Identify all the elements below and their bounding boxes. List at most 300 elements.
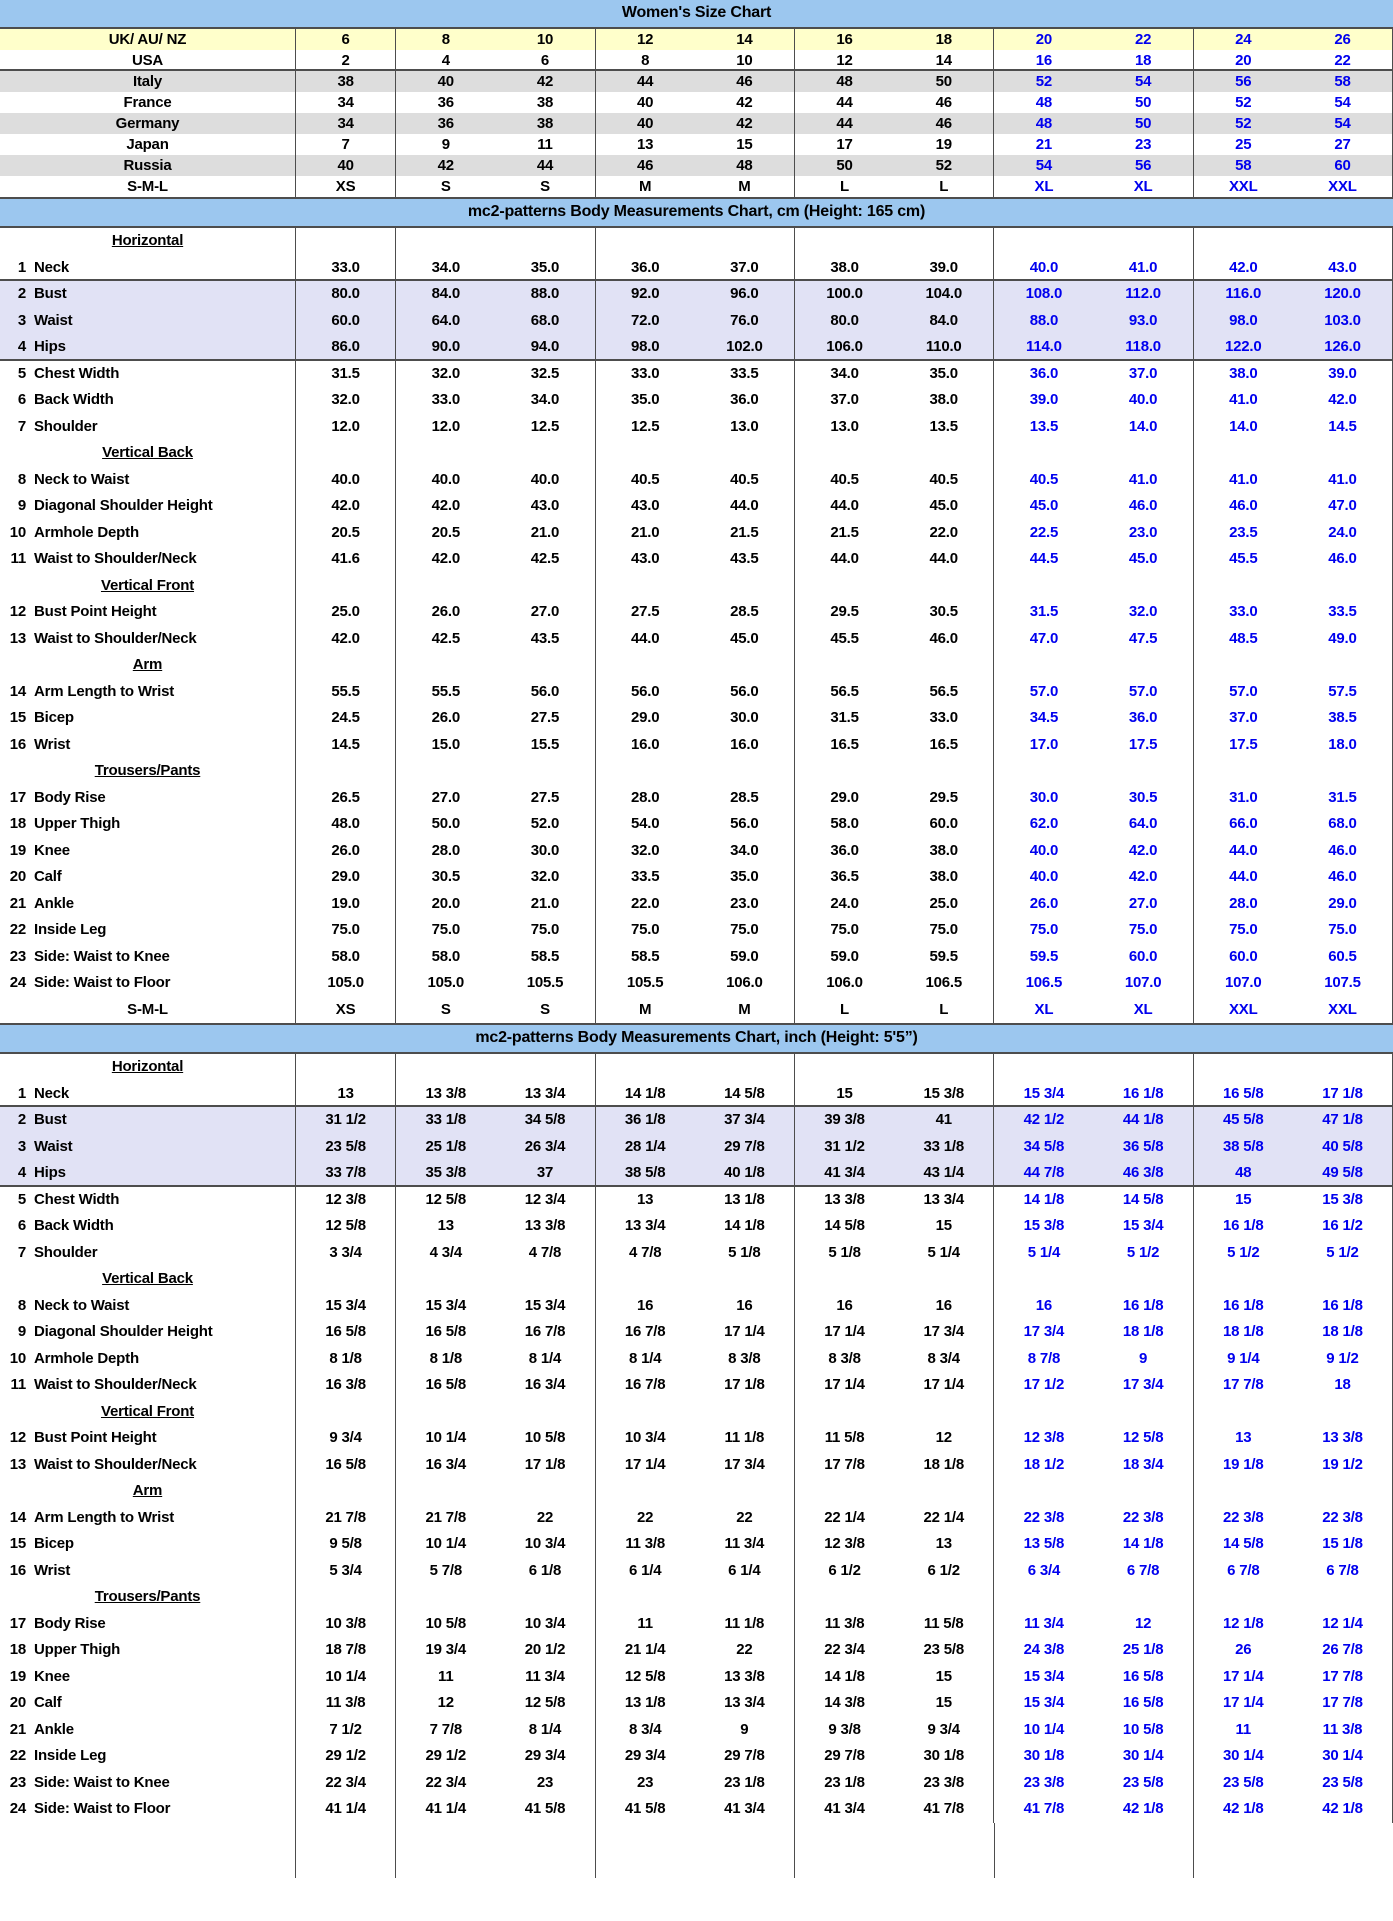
- value-cell: 46.0: [1193, 493, 1293, 520]
- empty-cell: [993, 1399, 1093, 1426]
- empty-cell: [495, 573, 594, 600]
- value-cell: 59.0: [794, 944, 894, 971]
- value-cell: 5 1/8: [728, 1243, 761, 1261]
- size-row-japan: [0, 134, 1393, 155]
- measure-row-ankle: [0, 891, 1393, 918]
- empty-cell: [395, 652, 495, 679]
- row-number: 21: [9, 894, 26, 912]
- value-cell: 41.0: [1293, 467, 1393, 494]
- value-cell: 15 3/4: [295, 1293, 395, 1320]
- value-cell: 19 1/2: [1293, 1452, 1393, 1479]
- row-label-text: Neck to Waist: [34, 470, 130, 488]
- value-cell: 49 5/8: [1293, 1160, 1393, 1185]
- value-cell: 17: [794, 134, 894, 155]
- value-cell: 14 5/8: [1193, 1531, 1293, 1558]
- measure-row-body-rise: [0, 785, 1393, 812]
- row-number: 8: [17, 1296, 26, 1314]
- value-cell: 106.0: [794, 970, 894, 997]
- value-cell: 31.5: [794, 705, 894, 732]
- value-cell: 116.0: [1193, 281, 1293, 308]
- row-number: 19: [9, 1667, 26, 1685]
- empty-cell: [1293, 758, 1393, 785]
- value-cell: 50: [1134, 94, 1152, 111]
- row-label: [0, 705, 295, 732]
- value-cell: 41 5/8: [524, 1800, 566, 1817]
- value-cell: 16 5/8: [395, 1319, 495, 1346]
- value-cell: 16 5/8: [1122, 1694, 1164, 1711]
- value-cell: 12.5: [530, 417, 560, 435]
- value-cell: 42.0: [1293, 387, 1393, 414]
- value-cell: 36.0: [794, 838, 894, 865]
- value-cell: XL: [1133, 1000, 1153, 1018]
- value-cell: 30.0: [993, 785, 1093, 812]
- row-label: [0, 1664, 295, 1691]
- value-cell: 20.5: [395, 520, 495, 547]
- value-cell: 56.5: [929, 682, 958, 700]
- row-number: 17: [9, 788, 26, 806]
- value-cell: M: [738, 1000, 751, 1018]
- value-cell: 18 1/8: [923, 1455, 964, 1473]
- measure-row-inside-leg: [0, 1743, 1393, 1770]
- value-cell: 42.0: [295, 626, 395, 653]
- value-cell: 11 3/4: [525, 1667, 565, 1685]
- value-cell: 50: [794, 155, 894, 176]
- value-cell: 59.0: [730, 947, 759, 965]
- value-cell: 56.0: [530, 682, 560, 700]
- value-cell: 11: [1193, 1717, 1293, 1744]
- row-label: [0, 1558, 295, 1585]
- row-label-text: Wrist: [34, 1561, 71, 1579]
- value-cell: 42 1/8: [1122, 1800, 1164, 1817]
- row-label-text: Diagonal Shoulder Height: [34, 497, 213, 514]
- value-cell: 16 1/2: [1293, 1213, 1393, 1240]
- value-cell: 5 7/8: [395, 1558, 495, 1585]
- value-cell: 44: [794, 113, 894, 134]
- value-cell: 12 5/8: [524, 1694, 566, 1711]
- value-cell: 30 1/4: [1293, 1743, 1393, 1770]
- value-cell: 56: [1134, 157, 1152, 174]
- measure-row-calf: [0, 1690, 1393, 1717]
- value-cell: 16 7/8: [595, 1319, 695, 1346]
- row-label: S-M-L: [127, 1000, 168, 1018]
- value-cell: 72.0: [595, 308, 695, 335]
- value-cell: 14 1/8: [993, 1187, 1093, 1214]
- value-cell: 28 1/4: [595, 1134, 695, 1161]
- value-cell: 16 3/4: [395, 1452, 495, 1479]
- value-cell: 11 3/8: [794, 1611, 894, 1638]
- value-cell: 64.0: [395, 308, 495, 335]
- value-cell: 20: [1193, 50, 1293, 69]
- value-cell: 52.0: [530, 815, 560, 832]
- value-cell: 75.0: [295, 917, 395, 944]
- value-cell: 22 1/4: [794, 1505, 894, 1532]
- value-cell: 26.5: [295, 785, 395, 812]
- value-cell: 29 7/8: [724, 1137, 765, 1155]
- empty-cell: [395, 228, 495, 255]
- row-label: [0, 1452, 295, 1479]
- value-cell: 44.0: [730, 497, 759, 514]
- value-cell: 17 7/8: [794, 1452, 894, 1479]
- value-cell: 11: [395, 1664, 495, 1691]
- value-cell: 106.0: [726, 974, 763, 991]
- value-cell: 44.0: [794, 493, 894, 520]
- value-cell: 13: [935, 1535, 952, 1552]
- value-cell: 38 5/8: [595, 1160, 695, 1185]
- measure-row-hips: [0, 1160, 1393, 1187]
- value-cell: 46.0: [1293, 864, 1393, 891]
- value-cell: 50.0: [395, 811, 495, 838]
- row-label: Italy: [132, 73, 162, 90]
- value-cell: 6: [295, 29, 395, 50]
- value-cell: 54: [993, 155, 1093, 176]
- row-label-text: Arm Length to Wrist: [34, 1508, 175, 1526]
- value-cell: 15: [1193, 1187, 1293, 1214]
- measure-row-armhole-depth: [0, 520, 1393, 547]
- value-cell: 11 3/4: [993, 1611, 1093, 1638]
- row-label: [0, 785, 295, 812]
- value-cell: 42 1/8: [1293, 1796, 1393, 1823]
- value-cell: 120.0: [1293, 281, 1393, 308]
- value-cell: 40 1/8: [724, 1164, 765, 1181]
- value-cell: 52: [1193, 92, 1293, 113]
- value-cell: 18: [1293, 1372, 1393, 1399]
- empty-cell: [1193, 1266, 1293, 1293]
- value-cell: 26.0: [395, 599, 495, 626]
- empty-cell: [993, 1584, 1093, 1611]
- value-cell: 22: [595, 1505, 695, 1532]
- measure-row-bust: [0, 281, 1393, 308]
- empty-cell: [794, 440, 894, 467]
- value-cell: 58.0: [395, 944, 495, 971]
- value-cell: 24 3/8: [993, 1637, 1093, 1664]
- subhead-text: Arm: [132, 1482, 163, 1499]
- value-cell: 16 5/8: [395, 1372, 495, 1399]
- value-cell: 23.0: [1128, 523, 1158, 541]
- value-cell: 90.0: [395, 334, 495, 359]
- empty-cell: [695, 1266, 794, 1293]
- value-cell: 27.0: [530, 603, 560, 620]
- empty-cell: [1193, 573, 1293, 600]
- value-cell: 21.5: [730, 523, 759, 541]
- value-cell: 86.0: [295, 334, 395, 359]
- row-label: [0, 1319, 295, 1346]
- subhead-row-vertical-back: [0, 1266, 1393, 1293]
- value-cell: 80.0: [295, 281, 395, 308]
- value-cell: 110.0: [925, 338, 962, 355]
- empty-cell: [794, 1054, 894, 1081]
- row-label-text: Neck: [34, 1084, 70, 1102]
- value-cell: 9: [395, 134, 495, 155]
- subhead-label: [0, 1478, 295, 1505]
- row-label-text: Upper Thigh: [34, 815, 121, 832]
- tail-cell: [695, 1823, 794, 1878]
- size-row-uk-au-nz: [0, 29, 1393, 50]
- value-cell: 13 3/8: [395, 1081, 495, 1106]
- value-cell: 94.0: [530, 338, 560, 355]
- row-label: [0, 838, 295, 865]
- subhead-text: Horizontal: [111, 1058, 184, 1075]
- row-number: 2: [17, 1111, 26, 1128]
- value-cell: 47.0: [1293, 493, 1393, 520]
- value-cell: 8 1/4: [528, 1349, 562, 1367]
- row-label: [0, 546, 295, 573]
- value-cell: 13 1/8: [724, 1190, 765, 1208]
- value-cell: 42.0: [1128, 868, 1158, 885]
- value-cell: 21.0: [530, 894, 560, 912]
- empty-cell: [794, 652, 894, 679]
- value-cell: 32.5: [530, 364, 560, 382]
- empty-cell: [993, 1054, 1093, 1081]
- value-cell: 43.0: [595, 493, 695, 520]
- value-cell: 6 1/8: [528, 1561, 562, 1579]
- value-cell: 45.5: [1193, 546, 1293, 573]
- empty-cell: [495, 1054, 594, 1081]
- value-cell: 36.5: [794, 864, 894, 891]
- empty-cell: [1293, 573, 1393, 600]
- value-cell: L: [939, 1000, 949, 1018]
- empty-cell: [1293, 440, 1393, 467]
- value-cell: 92.0: [595, 281, 695, 308]
- value-cell: 58: [1293, 71, 1393, 92]
- value-cell: 13: [595, 134, 695, 155]
- subhead-row-arm: [0, 652, 1393, 679]
- measure-row-body-rise: [0, 1611, 1393, 1638]
- row-label-text: Armhole Depth: [34, 523, 139, 541]
- tail-cell: [994, 1823, 1094, 1878]
- value-cell: 4: [395, 50, 495, 69]
- value-cell: 49.0: [1293, 626, 1393, 653]
- row-number: 12: [9, 603, 26, 620]
- value-cell: 34.0: [530, 391, 560, 408]
- measure-row-wrist: [0, 732, 1393, 759]
- value-cell: 46.0: [1293, 838, 1393, 865]
- value-cell: 13: [595, 1187, 695, 1214]
- value-cell: 13 3/4: [724, 1694, 765, 1711]
- value-cell: 30 1/4: [1122, 1747, 1164, 1764]
- value-cell: 36 5/8: [1122, 1137, 1164, 1155]
- value-cell: 20.0: [395, 891, 495, 918]
- value-cell: 31 1/2: [295, 1107, 395, 1134]
- value-cell: 23 1/8: [794, 1770, 894, 1797]
- subhead-text: Arm: [132, 656, 163, 673]
- value-cell: 29.5: [929, 788, 958, 806]
- value-cell: 43.5: [530, 629, 560, 647]
- value-cell: 43.0: [530, 497, 560, 514]
- empty-cell: [894, 1266, 993, 1293]
- value-cell: 28.0: [395, 838, 495, 865]
- value-cell: 45.5: [794, 626, 894, 653]
- value-cell: 34 5/8: [524, 1111, 566, 1128]
- size-row-france: [0, 92, 1393, 113]
- value-cell: 58.0: [794, 811, 894, 838]
- row-label: [0, 1505, 295, 1532]
- row-label: UK/ AU/ NZ: [108, 31, 187, 48]
- value-cell: 21: [993, 134, 1093, 155]
- value-cell: 42.0: [1128, 841, 1158, 859]
- value-cell: 55.5: [395, 679, 495, 706]
- row-label: [0, 1187, 295, 1214]
- value-cell: 5 1/2: [1126, 1243, 1160, 1261]
- value-cell: 48.5: [1193, 626, 1293, 653]
- row-label-text: Body Rise: [34, 1614, 106, 1632]
- value-cell: 21.5: [794, 520, 894, 547]
- value-cell: 29 7/8: [724, 1747, 765, 1764]
- value-cell: 56.0: [595, 679, 695, 706]
- value-cell: 10 3/4: [524, 1614, 566, 1632]
- empty-cell: [1094, 1266, 1193, 1293]
- value-cell: 44.5: [993, 546, 1093, 573]
- value-cell: 16 1/8: [1293, 1293, 1393, 1320]
- value-cell: 42.5: [395, 626, 495, 653]
- value-cell: 4 3/4: [395, 1240, 495, 1267]
- value-cell: 58.5: [595, 944, 695, 971]
- empty-cell: [993, 652, 1093, 679]
- measure-row-armhole-depth: [0, 1346, 1393, 1373]
- value-cell: 18 1/2: [993, 1452, 1093, 1479]
- row-label: [0, 467, 295, 494]
- value-cell: 12.0: [295, 414, 395, 441]
- value-cell: 100.0: [794, 281, 894, 308]
- empty-cell: [595, 1584, 695, 1611]
- value-cell: 15: [794, 1081, 894, 1106]
- subhead-label: [0, 440, 295, 467]
- value-cell: 35.0: [595, 387, 695, 414]
- table-tail: [0, 1823, 1393, 1878]
- value-cell: 84.0: [929, 311, 958, 329]
- row-label: [0, 1770, 295, 1797]
- value-cell: 6 1/4: [595, 1558, 695, 1585]
- value-cell: 106.5: [925, 974, 962, 991]
- value-cell: 104.0: [925, 285, 962, 302]
- empty-cell: [295, 440, 395, 467]
- value-cell: 17 1/2: [993, 1372, 1093, 1399]
- value-cell: 26 7/8: [1293, 1637, 1393, 1664]
- value-cell: 39 3/8: [794, 1107, 894, 1134]
- value-cell: 9 1/4: [1193, 1346, 1293, 1373]
- value-cell: 75.0: [1193, 917, 1293, 944]
- value-cell: 12 5/8: [295, 1213, 395, 1240]
- inch-section-header: [0, 1023, 1393, 1054]
- value-cell: 19: [935, 136, 952, 153]
- value-cell: 75.0: [1128, 921, 1158, 938]
- value-cell: 13 5/8: [993, 1531, 1093, 1558]
- value-cell: 106.5: [993, 970, 1093, 997]
- value-cell: 36: [395, 92, 495, 113]
- value-cell: 14.5: [295, 732, 395, 759]
- subhead-row-vertical-front: [0, 1399, 1393, 1426]
- value-cell: 23 5/8: [923, 1641, 964, 1658]
- value-cell: 114.0: [993, 334, 1093, 359]
- value-cell: 14.5: [1293, 414, 1393, 441]
- value-cell: 44.0: [1193, 838, 1293, 865]
- value-cell: 40.5: [993, 467, 1093, 494]
- value-cell: 6 1/2: [794, 1558, 894, 1585]
- value-cell: 10 1/4: [395, 1531, 495, 1558]
- measure-row-neck-to-waist: [0, 467, 1393, 494]
- value-cell: 40: [395, 71, 495, 92]
- subhead-label: [0, 758, 295, 785]
- empty-cell: [1094, 1399, 1193, 1426]
- value-cell: 16.0: [595, 732, 695, 759]
- value-cell: 37.0: [1128, 364, 1158, 382]
- value-cell: 8 1/8: [295, 1346, 395, 1373]
- row-number: 5: [17, 364, 26, 382]
- value-cell: 31 1/2: [794, 1134, 894, 1161]
- value-cell: 15: [935, 1667, 952, 1685]
- row-label-text: Neck: [34, 258, 70, 276]
- value-cell: 126.0: [1293, 334, 1393, 359]
- value-cell: L: [794, 997, 894, 1024]
- value-cell: 15 1/8: [1293, 1531, 1393, 1558]
- value-cell: 17 1/4: [1193, 1664, 1293, 1691]
- value-cell: 33.5: [1293, 599, 1393, 626]
- value-cell: 37.0: [730, 258, 759, 276]
- table-title-text: Women's Size Chart: [621, 4, 772, 21]
- row-label: [0, 732, 295, 759]
- value-cell: 6 3/4: [993, 1558, 1093, 1585]
- measure-row-waist-to-shoulder-neck: [0, 546, 1393, 573]
- row-number: 21: [9, 1720, 26, 1738]
- empty-cell: [495, 1266, 594, 1293]
- value-cell: 18 3/4: [1122, 1455, 1164, 1473]
- value-cell: 10 5/8: [1122, 1720, 1164, 1738]
- value-cell: 29.0: [794, 785, 894, 812]
- row-label-text: Inside Leg: [34, 1747, 107, 1764]
- row-label: [0, 891, 295, 918]
- value-cell: XXL: [1193, 176, 1293, 197]
- value-cell: 8 3/8: [794, 1346, 894, 1373]
- value-cell: 44.0: [1193, 864, 1293, 891]
- value-cell: 13 3/8: [724, 1667, 765, 1685]
- row-label: [0, 414, 295, 441]
- measure-row-neck-to-waist: [0, 1293, 1393, 1320]
- empty-cell: [1193, 758, 1293, 785]
- value-cell: 31.5: [295, 361, 395, 388]
- value-cell: 27.5: [530, 709, 560, 726]
- value-cell: 16 5/8: [295, 1319, 395, 1346]
- value-cell: XS: [295, 176, 395, 197]
- row-label: [0, 255, 295, 280]
- row-label-text: Waist: [34, 311, 73, 329]
- value-cell: 42: [536, 73, 554, 90]
- value-cell: 34.0: [730, 841, 759, 859]
- value-cell: 22.0: [595, 891, 695, 918]
- value-cell: XXL: [1293, 176, 1393, 197]
- row-number: 9: [17, 1323, 26, 1340]
- value-cell: 42.0: [395, 546, 495, 573]
- value-cell: 11 3/8: [1293, 1717, 1393, 1744]
- value-cell: 41 1/4: [395, 1796, 495, 1823]
- value-cell: 23 5/8: [295, 1134, 395, 1161]
- row-number: 22: [9, 921, 26, 938]
- empty-cell: [794, 1478, 894, 1505]
- value-cell: 17 3/4: [923, 1323, 964, 1340]
- value-cell: 60: [1293, 155, 1393, 176]
- value-cell: 46.0: [1293, 546, 1393, 573]
- value-cell: 21 7/8: [395, 1505, 495, 1532]
- row-label-text: Armhole Depth: [34, 1349, 139, 1367]
- subhead-row-vertical-front: [0, 573, 1393, 600]
- cm-measurement-rows: [0, 228, 1393, 1023]
- value-cell: 26: [1193, 1637, 1293, 1664]
- value-cell: 12 1/8: [1193, 1611, 1293, 1638]
- value-cell: 21 1/4: [595, 1637, 695, 1664]
- value-cell: 33.5: [595, 864, 695, 891]
- row-number: 16: [9, 735, 26, 753]
- value-cell: 56: [1193, 71, 1293, 92]
- value-cell: 98.0: [595, 334, 695, 359]
- value-cell: 34.5: [993, 705, 1093, 732]
